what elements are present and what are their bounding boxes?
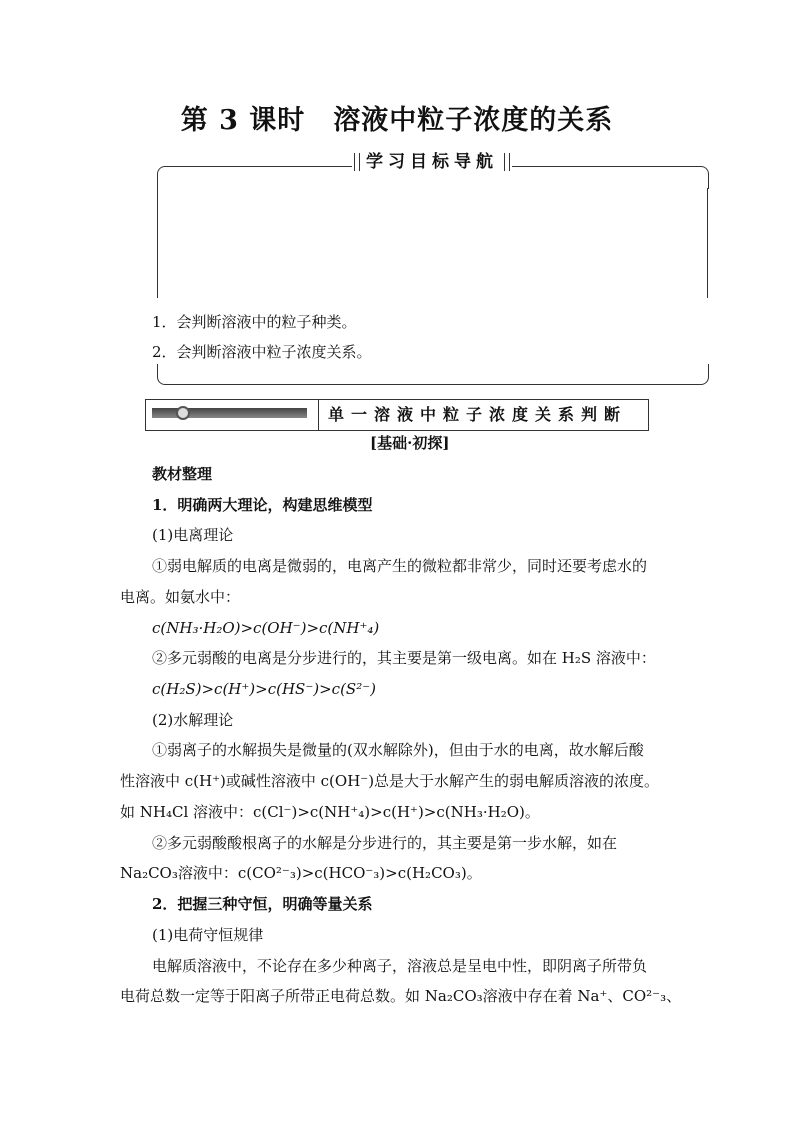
section-banner (145, 399, 649, 431)
goals-frame-right (707, 188, 708, 298)
paragraph-line: ②多元弱酸的电离是分步进行的，其主要是第一级电离。如在 H₂S 溶液中： (152, 649, 656, 667)
paragraph-line: 如 NH₄Cl 溶液中：c(Cl⁻)>c(NH⁺₄)>c(H⁺)>c(NH₃·H₂O)。 (120, 803, 540, 821)
paragraph-line: Na₂CO₃溶液中：c(CO²⁻₃)>c(HCO⁻₃)>c(H₂CO₃)。 (120, 864, 482, 882)
subheading-hydrolysis: (2)水解理论 (152, 711, 234, 729)
paragraph-line: ①弱电解质的电离是微弱的，电离产生的微粒都非常少，同时还要考虑水的 (152, 557, 648, 575)
subheading-ionization: (1)电离理论 (152, 526, 234, 544)
goals-frame-left (157, 188, 158, 298)
goals-header: 学习目标导航 (352, 151, 512, 173)
section-tag: [基础·初探] (370, 434, 450, 452)
page-title: 第 3 课时 溶液中粒子浓度的关系 (180, 105, 614, 136)
formula-line: c(H₂S)>c(H⁺)>c(HS⁻)>c(S²⁻) (152, 680, 376, 698)
paragraph-line: 性溶液中 c(H⁺)或碱性溶液中 c(OH⁻)总是大于水解产生的弱电解质溶液的浓度。 (120, 772, 660, 790)
paragraph-line: ②多元弱酸酸根离子的水解是分步进行的，其主要是第一步水解，如在 (152, 834, 618, 852)
section-title: 单一溶液中粒子浓度关系判断 (328, 405, 628, 424)
paragraph-line: 电离。如氨水中： (120, 588, 241, 606)
paragraph-line: ①弱离子的水解损失是微量的(双水解除外)，但由于水的电离，故水解后酸 (152, 741, 644, 759)
paragraph-line: 电荷总数一定等于阳离子所带正电荷总数。如 Na₂CO₃溶液中存在着 Na⁺、CO²⁻₃、 (120, 987, 682, 1005)
banner-decoration (146, 400, 319, 430)
subheading-charge-conservation: (1)电荷守恒规律 (152, 926, 264, 944)
goals-frame-bottom (157, 364, 709, 385)
goal-item-1: 1．会判断溶液中的粒子种类。 (152, 313, 357, 331)
heading-two-theories: 1．明确两大理论，构建思维模型 (152, 496, 373, 514)
heading-three-conservations: 2．把握三种守恒，明确等量关系 (152, 895, 373, 913)
formula-line: c(NH₃·H₂O)>c(OH⁻)>c(NH⁺₄) (152, 619, 380, 637)
paragraph-line: 电解质溶液中，不论存在多少种离子，溶液总是呈电中性，即阴离子所带负 (152, 957, 648, 975)
banner-knob-icon (176, 406, 190, 420)
goal-item-2: 2．会判断溶液中粒子浓度关系。 (152, 343, 372, 361)
heading-materials: 教材整理 (152, 465, 213, 483)
